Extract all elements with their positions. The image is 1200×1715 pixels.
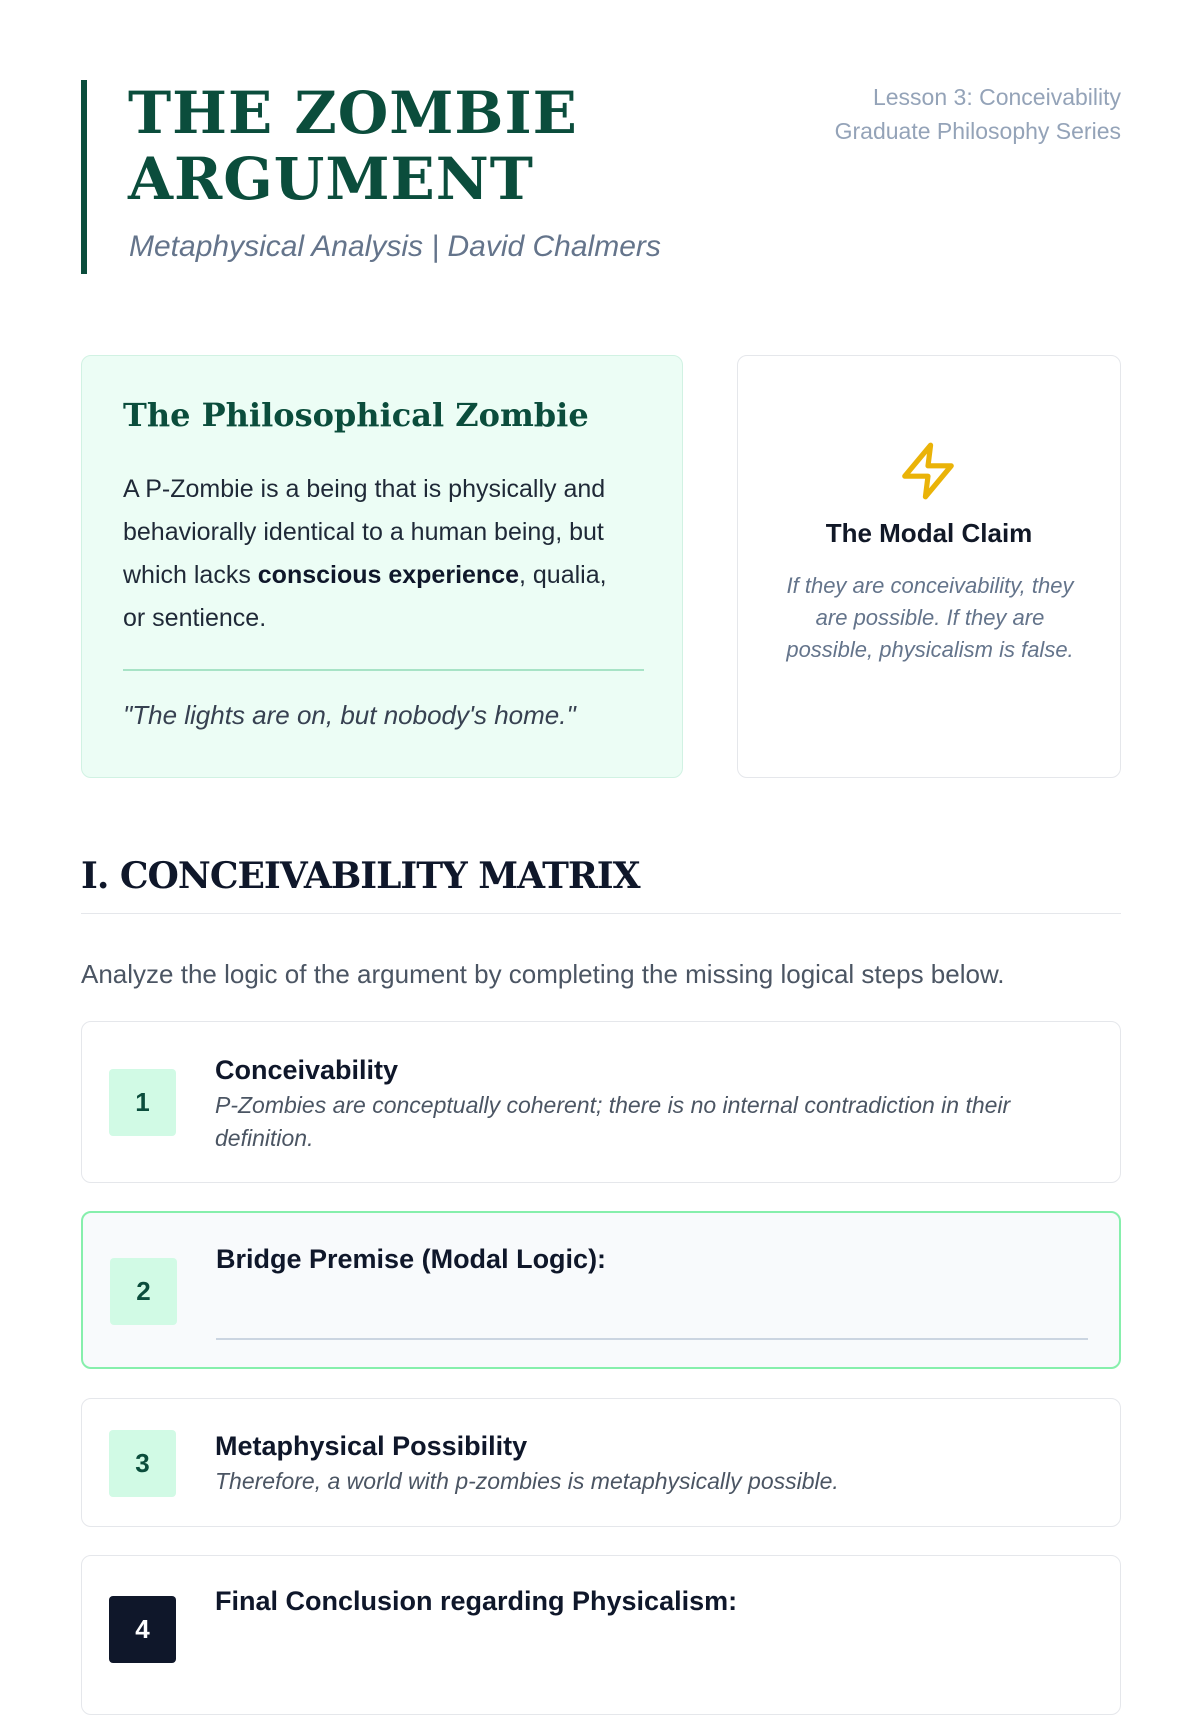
title-accent-bar bbox=[81, 80, 87, 274]
step-card-2[interactable] bbox=[81, 1211, 1121, 1369]
step-title: Final Conclusion regarding Physicalism: bbox=[215, 1586, 738, 1616]
definition-divider bbox=[123, 669, 644, 671]
step-title: Metaphysical Possibility bbox=[215, 1431, 528, 1461]
step-title: Bridge Premise (Modal Logic): bbox=[216, 1244, 607, 1274]
step-card-4[interactable] bbox=[81, 1555, 1121, 1715]
lesson-label: Lesson 3: Conceivability bbox=[872, 84, 1121, 110]
step-description: P-Zombies are conceptually coherent; there is no internal contradiction in their definition. bbox=[215, 1092, 1011, 1151]
step-number-badge: 1 bbox=[109, 1069, 176, 1136]
step-number-badge: 3 bbox=[109, 1430, 176, 1497]
section-divider bbox=[81, 913, 1121, 914]
answer-line[interactable] bbox=[216, 1338, 1088, 1340]
section-title: I. CONCEIVABILITY MATRIX bbox=[81, 855, 640, 897]
step-card-3 bbox=[81, 1398, 1121, 1527]
step-number-badge: 4 bbox=[109, 1596, 176, 1663]
section-instructions: Analyze the logic of the argument by completing the missing logical steps below. bbox=[81, 959, 1005, 989]
lesson-meta bbox=[781, 80, 1121, 148]
step-description: Therefore, a world with p-zombies is metaphysically possible. bbox=[215, 1468, 839, 1494]
page-header bbox=[81, 80, 1121, 274]
modal-claim-text: If they are conceivability, they are possible. If they are possible, physicalism is false. bbox=[786, 573, 1074, 662]
definition-text: A P-Zombie is a being that is physically and behaviorally identical to a human being, but which lacks conscious experience, qualia, or sentience. bbox=[123, 475, 607, 632]
definition-quote: "The lights are on, but nobody's home." bbox=[123, 700, 576, 730]
page-title: THE ZOMBIE ARGUMENT bbox=[128, 79, 578, 213]
worksheet-page bbox=[81, 0, 1121, 1644]
step-title: Conceivability bbox=[215, 1055, 399, 1085]
zombie-definition-card bbox=[81, 355, 683, 778]
definition-title: The Philosophical Zombie bbox=[123, 396, 589, 434]
modal-claim-title: The Modal Claim bbox=[825, 518, 1033, 548]
series-label: Graduate Philosophy Series bbox=[834, 118, 1121, 144]
step-card-1 bbox=[81, 1021, 1121, 1183]
page-subtitle: Metaphysical Analysis | David Chalmers bbox=[129, 230, 661, 263]
definition-emphasis: conscious experience bbox=[257, 561, 519, 589]
bridge-premise-answer[interactable] bbox=[216, 1289, 1088, 1323]
modal-claim-card bbox=[737, 355, 1121, 778]
conclusion-answer[interactable] bbox=[215, 1630, 1087, 1664]
step-number-badge: 2 bbox=[110, 1258, 177, 1325]
lightning-bolt-icon bbox=[897, 438, 959, 504]
